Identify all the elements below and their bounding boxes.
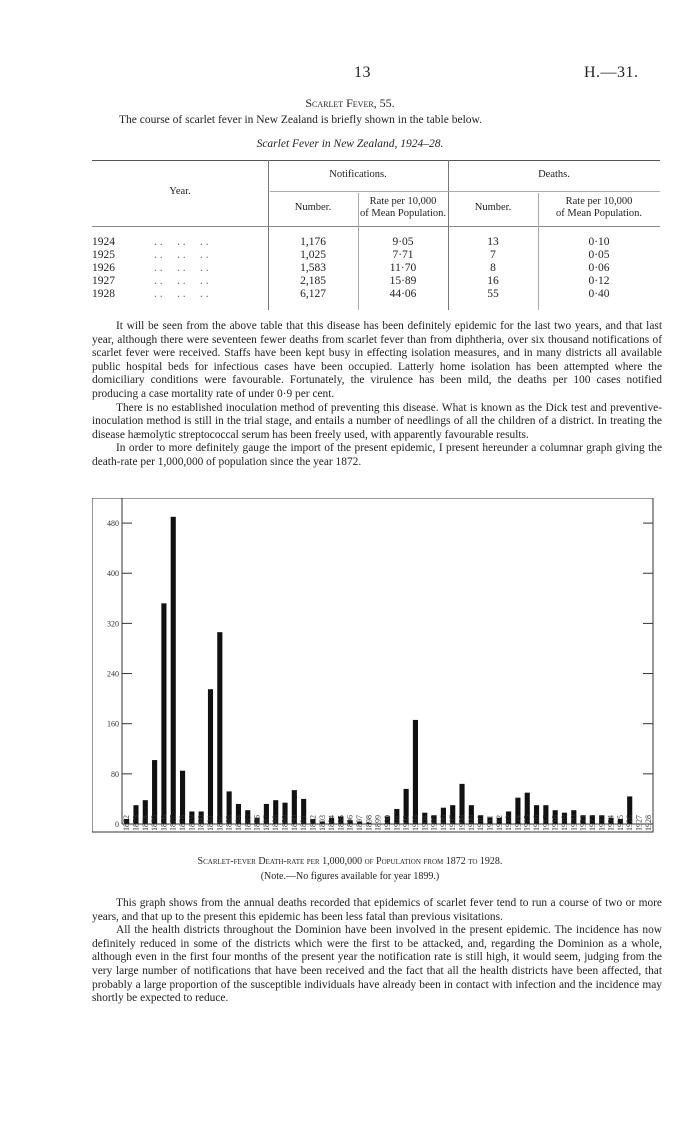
x-tick-label: 1914 [513, 815, 523, 831]
x-tick-label: 1922 [587, 815, 597, 831]
row-notif-number: 1,583 [300, 262, 326, 274]
x-tick-label: 1901 [392, 815, 402, 831]
x-tick-label: 1895 [336, 815, 346, 831]
y-tick-label: 80 [111, 769, 119, 779]
x-tick-label: 1907 [448, 815, 458, 831]
x-tick-label: 1913 [504, 815, 514, 831]
deaths-header: Deaths. [538, 169, 570, 180]
bar-1882 [217, 632, 222, 824]
death-rate-header-line2: of Mean Population. [555, 207, 643, 219]
paragraph: It will be seen from the above table that this disease has been definitely epidemic for the last two years, and that last year, although there were seventeen fewer deaths from scarlet fever than from diphtheria, over six thousand notifications of scarlet fever were received. Staffs have been kept busy in effecting isolation measures, and in many districts all available public hospital beds for infectious cases have been occupied. Latterly home isolation has been attempted where the domiciliary conditions were favourable. Fortunately, the virulence has been mild, the deaths per 100 cases notified producing a case mortality rate of under 0·9 per cent. [92, 320, 662, 400]
x-tick-label: 1925 [615, 815, 625, 831]
x-tick-label: 1904 [420, 815, 430, 831]
x-tick-label: 1924 [606, 815, 616, 831]
x-tick-label: 1920 [569, 815, 579, 831]
x-tick-label: 1927 [634, 815, 644, 831]
paragraph: All the health districts throughout the Dominion have been involved in the present epidemic. The incidence has now definitely reduced in some of the districts which were the first to be attacked, and, regarding the Dominion as a whole, although even in the first four months of the present year the notification rate is still high, it would seem, judging from the very large number of notifications that have been received and the fact that all the health districts have been affected, that probably a large proportion of the susceptible individuals have already been in contact with infection and the incidence may shortly be expected to reduce. [92, 924, 662, 1005]
x-tick-label: 1928 [643, 815, 653, 831]
table-caption: Scarlet Fever in New Zealand, 1924–28. [256, 138, 444, 150]
row-death-number: 7 [490, 249, 496, 261]
x-tick-label: 1894 [327, 815, 337, 831]
death-rate-header [538, 196, 660, 219]
row-year: 1927 [92, 275, 115, 287]
x-tick-label: 1906 [438, 815, 448, 831]
section-title: Scarlet Fever, 55. [305, 96, 395, 110]
x-tick-label: 1900 [383, 815, 392, 831]
x-tick-label: 1903 [410, 815, 420, 831]
body-text-1 [92, 320, 662, 470]
y-tick-label: 480 [107, 519, 119, 529]
bar-1881 [208, 689, 213, 824]
paragraph: In order to more definitely gauge the import of the present epidemic, I present hereunder a columnar graph giving the death-rate per 1,000,000 of population since the year 1872. [92, 442, 662, 468]
x-tick-label: 1892 [308, 815, 318, 831]
x-tick-label: 1874 [140, 815, 150, 831]
row-death-number: 16 [487, 275, 499, 287]
x-tick-label: 1889 [280, 815, 290, 831]
x-tick-label: 1886 [252, 815, 262, 831]
x-tick-label: 1884 [233, 815, 243, 831]
x-tick-label: 1926 [625, 815, 635, 831]
row-death-rate: 0·12 [588, 275, 610, 287]
row-notif-rate: 7·71 [392, 249, 414, 261]
x-tick-label: 1878 [178, 815, 188, 831]
paragraph: This graph shows from the annual deaths recorded that epidemics of scarlet fever tend to run a course of two or more years, and that up to the present this epidemic has been less fatal than previous visitations. [92, 897, 662, 923]
chart-svg [92, 498, 654, 833]
x-tick-label: 1883 [224, 815, 234, 831]
x-tick-label: 1912 [494, 815, 504, 831]
x-tick-label: 1919 [560, 815, 569, 831]
x-tick-label: 1872 [122, 815, 132, 831]
row-notif-number: 1,176 [300, 236, 326, 248]
row-year: 1925 [92, 249, 115, 261]
chart-note: (Note.—No figures available for year 1899.) [260, 871, 440, 882]
x-tick-label: 1873 [131, 815, 141, 831]
row-leader: . . . . . . [154, 275, 209, 287]
bar-1875 [152, 760, 157, 824]
y-tick-label: 0 [115, 820, 119, 829]
row-notif-rate: 9·05 [392, 236, 414, 248]
row-death-number: 8 [490, 262, 496, 274]
row-notif-rate: 44·06 [389, 288, 417, 300]
x-tick-label: 1910 [476, 815, 486, 831]
year-header: Year. [169, 186, 191, 197]
x-tick-label: 1879 [187, 815, 197, 831]
row-leader: . . . . . . [154, 236, 209, 248]
x-tick-label: 1890 [289, 815, 299, 831]
x-tick-label: 1881 [206, 815, 215, 831]
x-tick-label: 1887 [261, 815, 271, 831]
page-number: 13 [354, 64, 371, 81]
row-year: 1924 [92, 236, 115, 248]
death-number-header: Number. [474, 202, 512, 213]
x-tick-label: 1917 [541, 815, 551, 831]
row-notif-number: 6,127 [300, 288, 326, 300]
row-leader: . . . . . . [154, 288, 209, 300]
x-tick-label: 1915 [522, 815, 532, 831]
y-tick-label: 240 [107, 669, 119, 679]
paragraph: There is no established inoculation method of preventing this disease. What is known as the Dick test and preventive-inoculation method is still in the trial stage, and entails a number of needlings of all the children of a district. In treating the disease hæmolytic streptococcal serum has been freely used, with apparently favourable results. [92, 401, 662, 441]
notif-rate-header [358, 196, 448, 219]
row-year: 1928 [92, 288, 115, 300]
x-tick-label: 1905 [429, 815, 439, 831]
x-tick-label: 1898 [364, 815, 374, 831]
x-tick-label: 1882 [215, 815, 225, 831]
x-tick-label: 1909 [466, 815, 476, 831]
row-notif-rate: 11·70 [389, 262, 417, 274]
x-tick-label: 1896 [345, 815, 355, 831]
row-notif-rate: 15·89 [389, 275, 417, 287]
row-death-number: 55 [487, 288, 499, 300]
notifications-header: Notifications. [329, 169, 387, 180]
x-tick-label: 1876 [159, 815, 169, 831]
x-tick-label: 1921 [578, 815, 588, 831]
death-rate-header-line1: Rate per 10,000 [565, 196, 633, 207]
row-year: 1926 [92, 262, 115, 274]
notif-number-header: Number. [294, 202, 332, 213]
x-tick-label: 1875 [150, 815, 160, 831]
notif-rate-header-line1: Rate per 10,000 [369, 196, 437, 207]
x-tick-label: 1908 [457, 815, 467, 831]
x-tick-label: 1902 [401, 815, 411, 831]
death-rate-chart [92, 498, 654, 833]
row-death-number: 13 [487, 236, 499, 248]
notifications-table [92, 160, 660, 320]
x-tick-label: 1877 [168, 815, 178, 831]
x-tick-label: 1880 [196, 815, 206, 831]
x-tick-label: 1893 [317, 815, 327, 831]
x-tick-label: 1911 [485, 815, 495, 831]
document-reference: H.—31. [584, 64, 639, 81]
y-tick-label: 160 [107, 719, 119, 729]
bar-1877 [171, 517, 176, 824]
notif-rate-header-line2: of Mean Population. [359, 207, 447, 219]
x-tick-label: 1923 [597, 815, 607, 831]
chart-title: Scarlet-fever Death-rate per 1,000,000 of Population from 1872 to 1928. [197, 856, 503, 867]
bar-1903 [413, 720, 418, 824]
row-death-rate: 0·05 [588, 249, 610, 261]
x-tick-label: 1885 [243, 815, 253, 831]
row-death-rate: 0·10 [588, 236, 610, 248]
row-leader: . . . . . . [154, 262, 209, 274]
x-tick-label: 1899 [373, 815, 383, 831]
y-tick-label: 400 [107, 569, 119, 579]
x-tick-label: 1916 [532, 815, 542, 831]
section-intro: The course of scarlet fever in New Zealand is briefly shown in the table below. [119, 114, 482, 126]
x-tick-label: 1897 [355, 815, 365, 831]
bar-1876 [161, 603, 166, 824]
x-tick-label: 1888 [271, 815, 281, 831]
chart-frame [92, 498, 653, 832]
x-tick-label: 1891 [299, 815, 309, 831]
row-notif-number: 1,025 [300, 249, 326, 261]
row-death-rate: 0·40 [588, 288, 610, 300]
row-death-rate: 0·06 [588, 262, 610, 274]
body-text-2 [92, 897, 662, 1006]
row-notif-number: 2,185 [300, 275, 326, 287]
y-tick-label: 320 [107, 619, 119, 629]
x-tick-label: 1918 [550, 815, 560, 831]
row-leader: . . . . . . [154, 249, 209, 261]
